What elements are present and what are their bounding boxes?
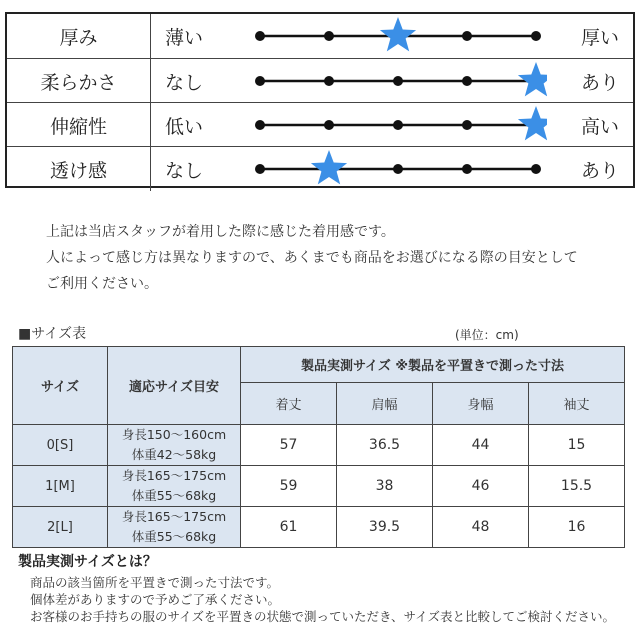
scale-dot [255,164,265,174]
header-measure: 製品実測サイズ ※製品を平置きで測った寸法 [241,347,625,383]
feel-category: 厚み [7,14,151,58]
fit-cell [108,425,241,466]
fit-height: 身長165～175cm [121,509,227,524]
feel-row-thickness [7,14,633,58]
value-cell: 48 [433,507,529,548]
note-line: 人によって感じ方は異なりますので、あくまでも商品をお選びになる際の目安として [46,250,578,266]
fit-cell [108,507,241,548]
scale-dot [255,120,265,130]
value-cell: 39.5 [337,507,433,548]
header-fit: 適応サイズ目安 [108,347,241,425]
feel-low-label: 薄い [165,26,204,49]
scale-dot [255,31,265,41]
value-cell: 44 [433,425,529,466]
feel-high-label: あり [580,71,619,94]
feel-scale [247,103,547,147]
rating-star-icon [518,62,547,96]
feel-category: 伸縮性 [7,103,151,147]
value-cell: 16 [529,507,625,548]
value-cell: 57 [241,425,337,466]
definition-line: 個体差がありますので予めご了承ください。 [30,592,281,607]
scale-dot [324,31,334,41]
value-cell: 15.5 [529,466,625,507]
fit-height: 身長150～160cm [121,427,227,442]
scale-dot [393,164,403,174]
fit-weight: 体重55～68kg [131,529,217,544]
scale-dot [462,76,472,86]
feel-low-label: 低い [165,115,204,138]
scale-dot [324,120,334,130]
size-table [12,346,625,548]
feel-scale [247,147,547,191]
scale-dot [462,120,472,130]
rating-star-icon [311,150,347,184]
scale-dot [531,164,541,174]
feel-high-label: あり [580,159,619,182]
table-row [13,507,625,548]
fit-weight: 体重55～68kg [131,488,217,503]
size-label: 0[S] [13,425,108,466]
column-header: 肩幅 [337,383,433,425]
feel-category: 柔らかさ [7,59,151,103]
fit-height: 身長165～175cm [121,468,227,483]
value-cell: 61 [241,507,337,548]
note-line: ご利用ください。 [46,276,158,292]
table-row [13,425,625,466]
feel-high-label: 高い [580,115,619,138]
scale-dot [393,76,403,86]
feel-high-label: 厚い [580,26,619,49]
size-table-unit: (単位：cm) [455,328,519,342]
rating-star-icon [518,106,547,140]
note-line: 上記は当店スタッフが着用した際に感じた着用感です。 [46,224,395,240]
header-size: サイズ [13,347,108,425]
feel-low-label: なし [165,159,204,182]
size-label: 1[M] [13,466,108,507]
feel-row-softness [7,58,633,103]
scale-dot [531,31,541,41]
definition-line: お客様のお手持ちの服のサイズを平置きの状態で測っていただき、サイズ表と比較してご検討ください。 [30,609,616,624]
size-table-title: ■サイズ表 [18,326,87,342]
column-header: 身幅 [433,383,529,425]
feel-scale [247,59,547,103]
value-cell: 38 [337,466,433,507]
feel-table [5,12,635,188]
table-row [13,466,625,507]
definition-title: 製品実測サイズとは？ [18,554,157,570]
feel-row-sheerness [7,146,633,191]
feel-category: 透け感 [7,147,151,191]
fit-weight: 体重42～58kg [131,447,217,462]
feel-row-stretch [7,102,633,147]
value-cell: 59 [241,466,337,507]
rating-star-icon [380,17,416,51]
scale-dot [255,76,265,86]
scale-dot [462,31,472,41]
fit-cell [108,466,241,507]
scale-dot [462,164,472,174]
scale-dot [324,76,334,86]
column-header: 袖丈 [529,383,625,425]
size-label: 2[L] [13,507,108,548]
value-cell: 46 [433,466,529,507]
feel-scale [247,14,547,58]
feel-low-label: なし [165,71,204,94]
definition-line: 商品の該当箇所を平置きで測った寸法です。 [30,575,280,590]
column-header: 着丈 [241,383,337,425]
value-cell: 15 [529,425,625,466]
value-cell: 36.5 [337,425,433,466]
scale-dot [393,120,403,130]
